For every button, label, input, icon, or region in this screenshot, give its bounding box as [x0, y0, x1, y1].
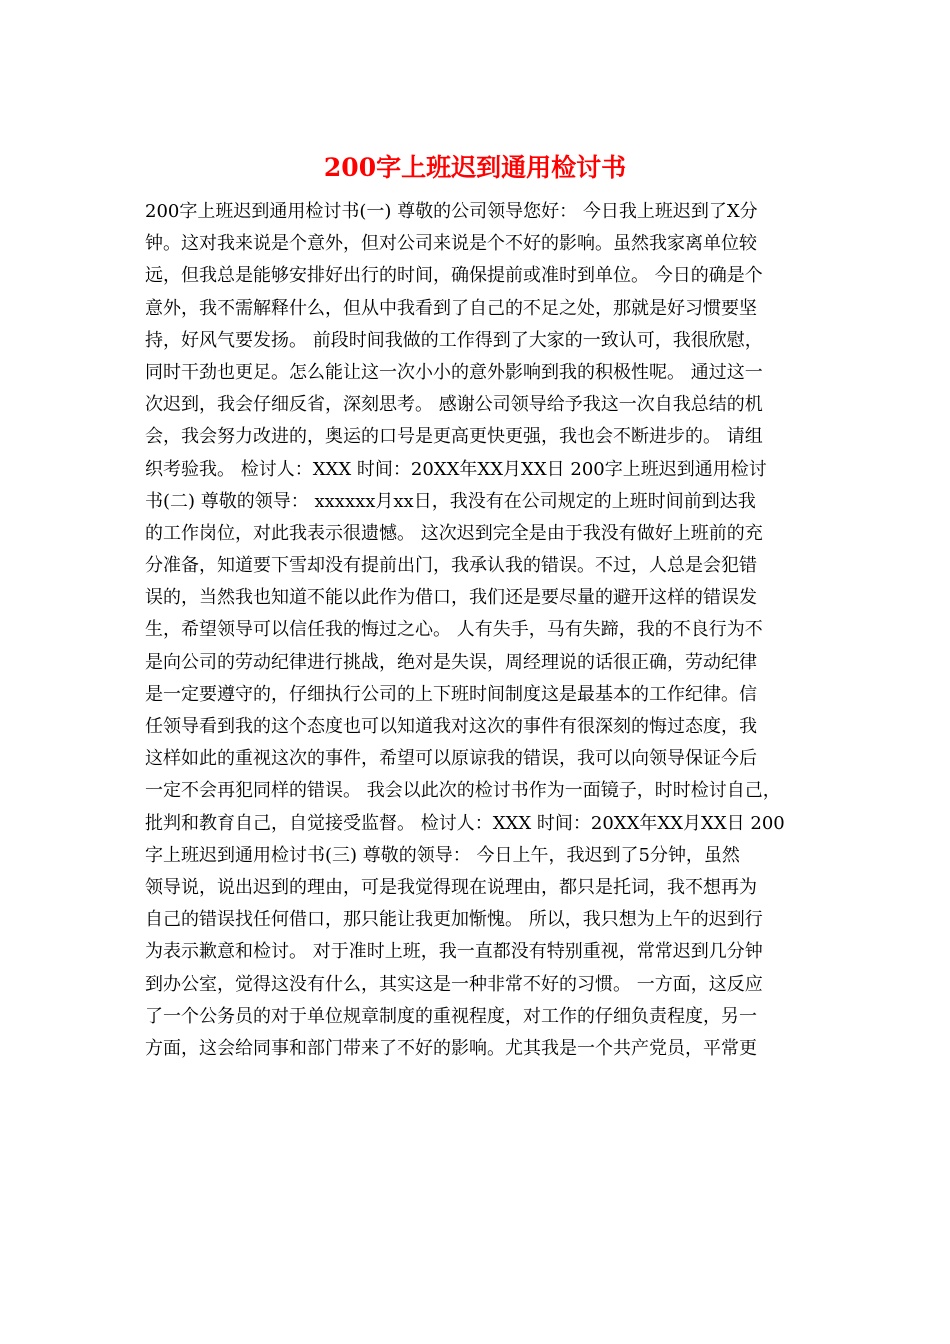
body-line: 领导说，说出迟到的理由，可是我觉得现在说理由，都只是托词，我不想再为 [145, 876, 757, 898]
body-line: 一定不会再犯同样的错误。 我会以此次的检讨书作为一面镜子，时时检讨自己， [145, 780, 781, 802]
body-line: 生，希望领导可以信任我的悔过之心。 人有失手，马有失蹄，我的不良行为不 [145, 619, 763, 641]
body-line: 到办公室，觉得这没有什么，其实这是一种非常不好的习惯。 一方面，这反应 [145, 973, 763, 995]
body-line: 字上班迟到通用检讨书(三) 尊敬的领导： 今日上午，我迟到了5分钟，虽然 [145, 844, 740, 866]
body-line: 次迟到，我会仔细反省，深刻思考。 感谢公司领导给予我这一次自我总结的机 [145, 394, 763, 416]
body-line: 200字上班迟到通用检讨书(一) 尊敬的公司领导您好： 今日我上班迟到了X分 [145, 201, 758, 222]
document-body [145, 196, 817, 1065]
body-line: 持，好风气要发扬。 前段时间我做的工作得到了大家的一致认可，我很欣慰， [145, 329, 763, 351]
body-line: 方面，这会给同事和部门带来了不好的影响。尤其我是一个共产党员，平常更 [145, 1037, 757, 1059]
body-line: 这样如此的重视这次的事件，希望可以原谅我的错误，我可以向领导保证今后 [145, 748, 757, 770]
body-line: 是一定要遵守的，仔细执行公司的上下班时间制度这是最基本的工作纪律。信 [145, 683, 757, 705]
body-line: 了一个公务员的对于单位规章制度的重视程度，对工作的仔细负责程度，另一 [145, 1005, 757, 1027]
body-line: 为表示歉意和检讨。 对于准时上班，我一直都没有特别重视，常常迟到几分钟 [145, 941, 763, 963]
body-line: 织考验我。 检讨人：XXX 时间：20XX年XX月XX日 200字上班迟到通用检讨 [145, 458, 767, 480]
body-line: 钟。这对我来说是个意外，但对公司来说是个不好的影响。虽然我家离单位较 [145, 233, 757, 255]
body-line: 会，我会努力改进的，奥运的口号是更高更快更强，我也会不断进步的。 请组 [145, 426, 763, 448]
body-line: 远，但我总是能够安排好出行的时间，确保提前或准时到单位。 今日的确是个 [145, 265, 763, 287]
body-line: 批判和教育自己，自觉接受监督。 检讨人：XXX 时间：20XX年XX月XX日 200 [145, 812, 785, 834]
body-line: 同时干劲也更足。怎么能让这一次小小的意外影响到我的积极性呢。 通过这一 [145, 361, 763, 383]
body-line: 书(二) 尊敬的领导： xxxxxx月xx日，我没有在公司规定的上班时间前到达我 [145, 490, 756, 512]
document-title: 200字上班迟到通用检讨书 [323, 153, 627, 182]
body-line: 分准备，知道要下雪却没有提前出门，我承认我的错误。不过，人总是会犯错 [145, 555, 757, 577]
body-line: 是向公司的劳动纪律进行挑战，绝对是失误，周经理说的话很正确，劳动纪律 [145, 651, 757, 673]
body-line: 误的，当然我也知道不能以此作为借口，我们还是要尽量的避开这样的错误发 [145, 587, 757, 609]
body-line: 自己的错误找任何借口，那只能让我更加惭愧。 所以，我只想为上午的迟到行 [145, 909, 763, 931]
body-line: 意外，我不需解释什么，但从中我看到了自己的不足之处，那就是好习惯要坚 [145, 297, 757, 319]
body-line: 的工作岗位，对此我表示很遗憾。 这次迟到完全是由于我没有做好上班前的充 [145, 522, 763, 544]
body-line: 任领导看到我的这个态度也可以知道我对这次的事件有很深刻的悔过态度，我 [145, 716, 757, 737]
